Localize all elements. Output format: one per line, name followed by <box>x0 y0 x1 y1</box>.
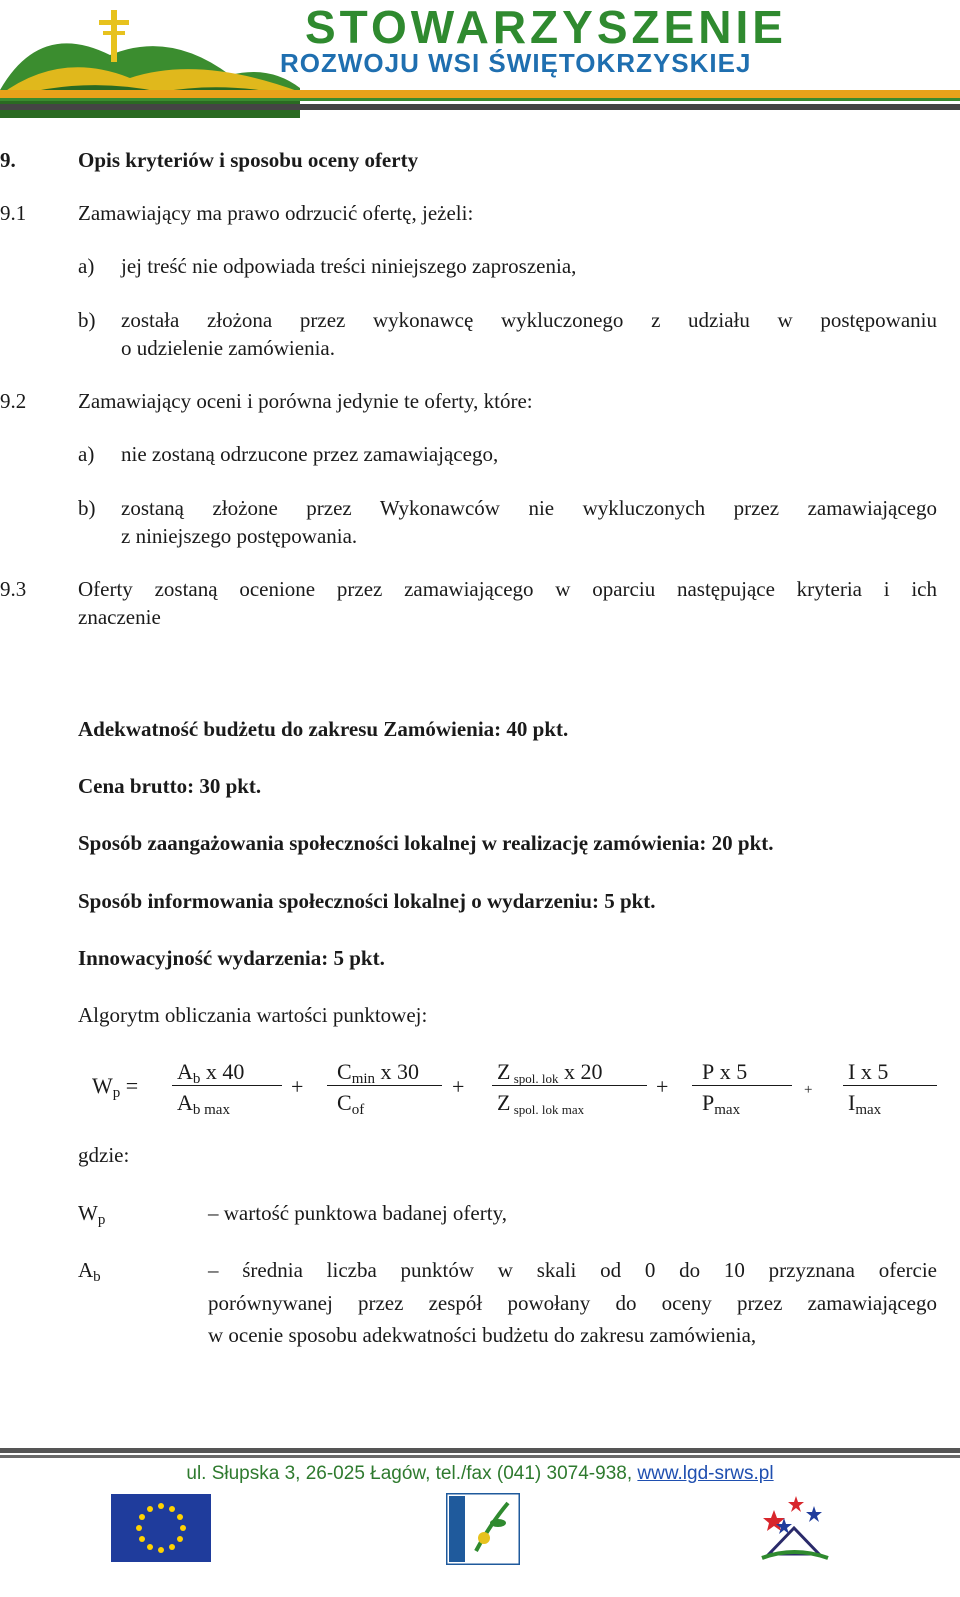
fraction-numerator: $A_b$ x 40 <box>177 1059 245 1087</box>
subsection-text: Oferty zostaną ocenione przez zamawiającego w oparciu następujące kryteria i ich <box>78 577 937 601</box>
criterion: Sposób zaangażowania społeczności lokalnej w realizację zamówienia: 20 pkt. <box>78 831 774 855</box>
leader-logo-icon <box>446 1493 520 1565</box>
fraction-bar <box>172 1085 282 1086</box>
footer-divider <box>0 1448 960 1453</box>
criterion: Innowacyjność wydarzenia: 5 pkt. <box>78 946 385 970</box>
list-item: jej treść nie odpowiada treści niniejszego zaproszenia, <box>121 254 577 278</box>
footer-address: ul. Słupska 3, 26-025 Łagów, tel./fax (041) 3074-938, <box>186 1463 638 1484</box>
fraction-denominator: $I_{max}$ <box>848 1090 882 1118</box>
criterion: Sposób informowania społeczności lokalnej o wydarzeniu: 5 pkt. <box>78 889 656 913</box>
list-marker: b) <box>78 308 96 332</box>
brand-subtitle: ROZWOJU WSI ŚWIĘTOKRZYSKIEJ <box>280 48 752 78</box>
fraction-bar <box>492 1085 647 1086</box>
header-divider <box>0 90 960 98</box>
list-item: nie zostaną odrzucone przez zamawiającego, <box>121 442 499 466</box>
footer-contact <box>0 1462 960 1486</box>
eu-flag-icon <box>111 1494 211 1562</box>
subsection-text: Zamawiający ma prawo odrzucić ofertę, jeżeli: <box>78 201 474 225</box>
definition-text: – wartość punktowa badanej oferty, <box>208 1201 507 1225</box>
definition-text: porównywanej przez zespół powołany do oceny przez zamawiającego <box>208 1291 937 1315</box>
fraction-bar <box>843 1085 937 1086</box>
subsection-number: 9.1 <box>0 201 27 225</box>
prow-logo-icon <box>754 1492 834 1564</box>
criterion: Adekwatność budżetu do zakresu Zamówienia: 40 pkt. <box>78 717 569 741</box>
fraction-denominator: $P_{max}$ <box>702 1090 741 1118</box>
list-marker: a) <box>78 442 95 466</box>
definition-text: – średnia liczba punktów w skali od 0 do 10 przyznana ofercie <box>208 1258 937 1282</box>
subsection-text-continuation: znaczenie <box>78 605 161 629</box>
list-marker: b) <box>78 496 96 520</box>
subsection-number: 9.2 <box>0 389 27 413</box>
list-item: została złożona przez wykonawcę wykluczonego z udziału w postępowaniu <box>121 308 937 332</box>
fraction-bar <box>327 1085 442 1086</box>
website-link[interactable]: www.lgd-srws.pl <box>637 1463 774 1484</box>
fraction-bar <box>692 1085 792 1086</box>
formula-plus: + <box>452 1074 465 1099</box>
section-number: 9. <box>0 148 16 172</box>
list-marker: a) <box>78 254 95 278</box>
list-item-continuation: z niniejszego postępowania. <box>121 524 358 548</box>
footer-divider <box>0 1455 960 1458</box>
definition-text: w ocenie sposobu adekwatności budżetu do zakresu zamówienia, <box>208 1323 757 1347</box>
criterion: Cena brutto: 30 pkt. <box>78 774 262 798</box>
fraction-numerator: I x 5 <box>848 1059 889 1084</box>
fraction-denominator: $A_{b max}$ <box>177 1090 230 1118</box>
section-title: Opis kryteriów i sposobu oceny oferty <box>78 148 419 172</box>
formula-plus: + <box>656 1074 669 1099</box>
list-item: zostaną złożone przez Wykonawców nie wykluczonych przez zamawiającego <box>121 496 937 520</box>
formula-plus: + <box>291 1074 304 1099</box>
subsection-number: 9.3 <box>0 577 27 601</box>
subsection-text: Zamawiający oceni i porówna jedynie te oferty, które: <box>78 389 533 413</box>
formula-plus: + <box>804 1082 813 1098</box>
where-label: gdzie: <box>78 1143 130 1167</box>
fraction-numerator: $C_{min}$ x 30 <box>337 1059 420 1087</box>
fraction-numerator: P x 5 <box>702 1059 748 1084</box>
fraction-numerator: Z spol. lok x 20 <box>497 1059 603 1086</box>
header-divider <box>0 98 960 101</box>
brand-title: STOWARZYSZENIE <box>305 1 787 53</box>
fraction-denominator: Z spol. lok max <box>497 1090 585 1117</box>
algorithm-label: Algorytm obliczania wartości punktowej: <box>78 1003 428 1027</box>
definition-symbol: $A_b$ <box>78 1258 101 1285</box>
formula-lhs: $W_p$ = <box>92 1073 139 1101</box>
fraction-denominator: $C_{of}$ <box>337 1090 365 1118</box>
list-item-continuation: o udzielenie zamówienia. <box>121 336 335 360</box>
definition-symbol: $W_p$ <box>78 1201 106 1228</box>
header-divider <box>0 104 960 110</box>
